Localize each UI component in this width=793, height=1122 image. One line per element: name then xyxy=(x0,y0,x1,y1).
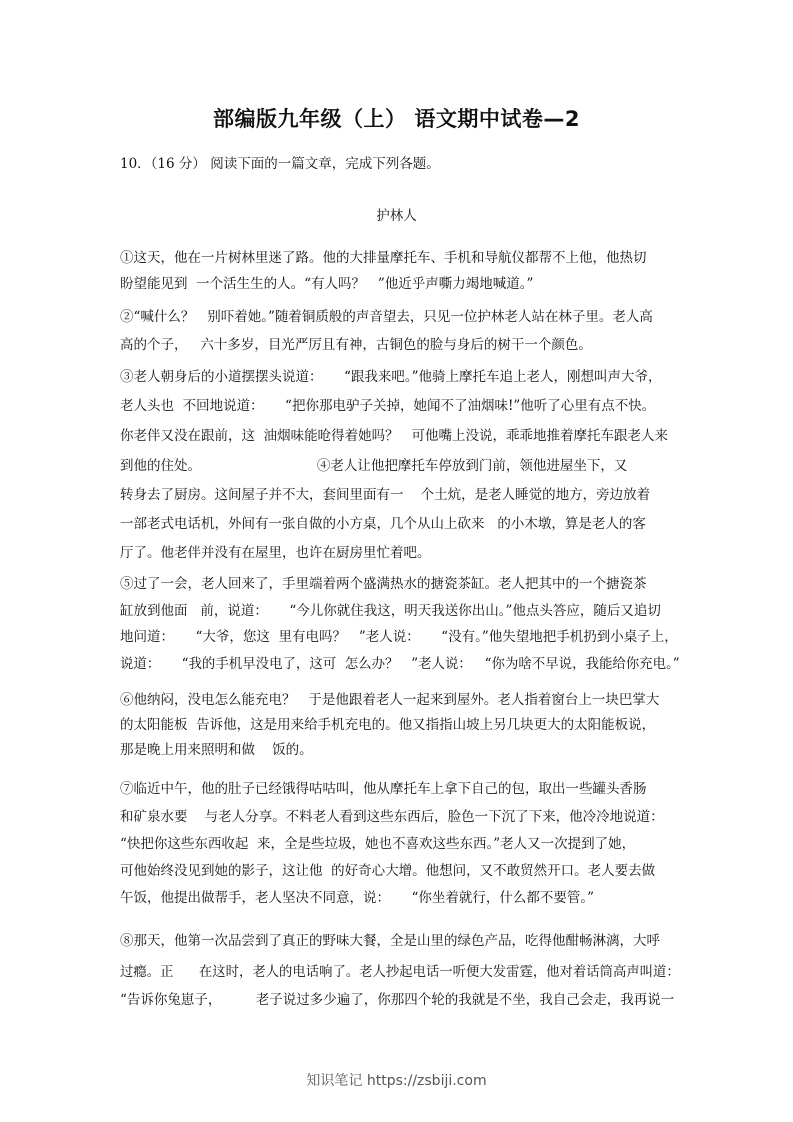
story-title: 护林人 xyxy=(376,208,417,224)
text-line: 缸放到他面 前，说道： “今儿你就住我这，明天我送你出山。”他点头答应，随后又追切 xyxy=(120,603,661,619)
page-title: 部编版九年级（上） 语文期中试卷—2 xyxy=(213,107,580,131)
text-line: 和矿泉水要 与老人分享。不料老人看到这些东西后，脸色一下沉了下来，他冷冷地说道： xyxy=(120,809,664,825)
text-line: 转身去了厨房。这间屋子并不大，套间里面有一 个土炕，是老人睡觉的地方，旁边放着 xyxy=(120,487,651,503)
text-line: 午饭，他提出做帮手，老人坚决不同意，说： “你坐着就行，什么都不要管。” xyxy=(120,890,595,906)
text-line: ⑧那天，他第一次品尝到了真正的野味大餐，全是山里的绿色产品，吃得他酣畅淋漓，大呼 xyxy=(120,933,660,949)
text-line: ③老人朝身后的小道摆摆头说道： “跟我来吧。”他骑上摩托车追上老人，刚想叫声大爷， xyxy=(120,369,662,385)
text-line: ①这天，他在一片树林里迷了路。他的大排量摩托车、手机和导航仪都帮不上他，他热切 xyxy=(120,250,647,266)
question-header: 10．（16 分） 阅读下面的一篇文章，完成下列各题。 xyxy=(120,156,440,172)
text-line: 厅了。他老伴并没有在屋里，也许在厨房里忙着吧。 xyxy=(120,545,431,561)
text-line: 盼望能见到 一个活生生的人。“有人吗？ ”他近乎声嘶力竭地喊道。” xyxy=(120,276,534,292)
text-line: 高的个子， 六十多岁，目光严厉且有神，古铜色的脸与身后的树干一个颜色。 xyxy=(120,337,592,353)
text-line: 一部老式电话机，外间有一张自做的小方桌，几个从山上砍来 的小木墩，算是老人的客 xyxy=(120,516,646,532)
page-footer: 知识笔记 https://zsbiji.com xyxy=(306,1073,487,1089)
text-line: 那是晚上用来照明和做 饭的。 xyxy=(120,742,313,758)
text-line: “告诉你兔崽子， 老子说过多少遍了，你那四个轮的我就是不坐，我自己会走，我再说一 xyxy=(120,992,675,1008)
text-line: 过瘾。正 在这时，老人的电话响了。老人抄起电话一听便大发雷霆，他对着话筒高声叫道： xyxy=(120,964,680,980)
text-line: ②“喊什么？ 别吓着她。”随着铜质般的声音望去，只见一位护林老人站在林子里。老人高 xyxy=(120,309,653,325)
text-line: 地问道： “大爷，您这 里有电吗？ ”老人说： “没有。”他失望地把手机扔到小桌子上， xyxy=(120,629,678,645)
text-line: 到他的住处。 ④老人让他把摩托车停放到门前，领他进屋坐下，又 xyxy=(120,458,628,474)
text-line: ⑥他纳闷，没电怎么能充电？ 于是他跟着老人一起来到屋外。老人指着窗台上一块巴掌大 xyxy=(120,692,660,708)
text-line: “快把你这些东西收起 来，全是些垃圾，她也不喜欢这些东西。”老人又一次提到了她， xyxy=(120,836,636,852)
text-line: ⑦临近中午，他的肚子已经饿得咕咕叫，他从摩托车上拿下自己的包，取出一些罐头香肠 xyxy=(120,781,647,797)
text-line: 可他始终没见到她的影子，这让他 的好奇心大增。他想问，又不敢贸然开口。老人要去做 xyxy=(120,863,656,879)
text-line: 老人头也 不回地说道： “把你那电驴子关掉，她闻不了油烟味!”他听了心里有点不快。 xyxy=(120,398,656,414)
text-line: 你老伴又没在跟前，这 油烟味能呛得着她吗？ 可他嘴上没说，乖乖地推着摩托车跟老人来 xyxy=(120,428,668,444)
text-line: ⑤过了一会，老人回来了，手里端着两个盛满热水的搪瓷茶缸。老人把其中的一个搪瓷茶 xyxy=(120,576,647,592)
text-line: 的太阳能板 告诉他，这是用来给手机充电的。他又指指山坡上另几块更大的太阳能板说， xyxy=(120,717,656,733)
text-line: 说道： “我的手机早没电了，这可 怎么办？ ”老人说： “你为啥不早说，我能给你充电。” xyxy=(120,656,680,672)
